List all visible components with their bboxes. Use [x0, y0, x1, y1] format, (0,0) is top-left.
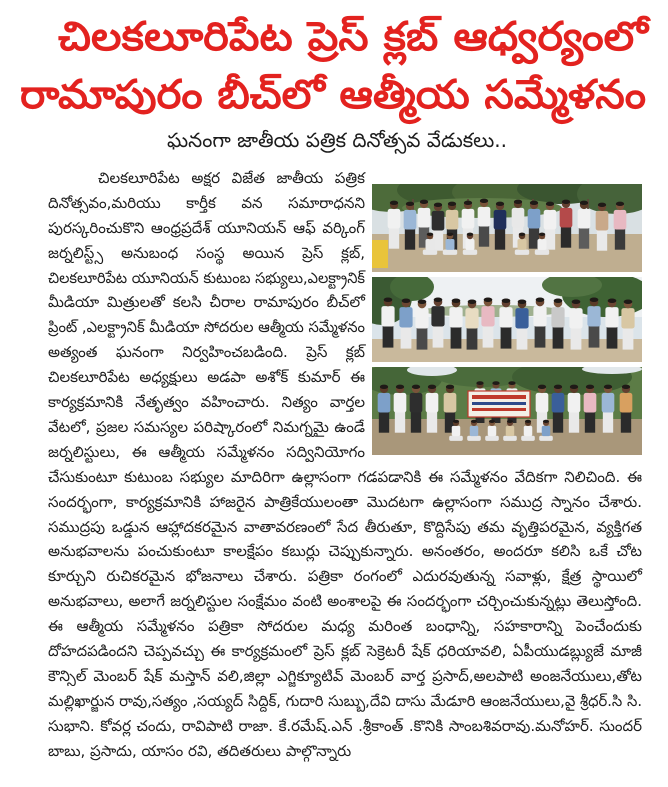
article-line: అనుభవాలను పంచుకుంటూ కాలక్షేపం కబుర్లు చెప్పుకున్నారు. అనంతరం, అందరూ కలిసి ఒకే చోట — [48, 542, 642, 561]
article-line: సందర్భంగా, కార్యక్రమానికి హాజరైన పాత్రికేయులంతా మొదటగా ఉల్లాసంగా సముద్ర స్నానం చేశారు. — [48, 492, 642, 511]
article-line: జర్నలిస్టులు, ఈ ఆత్మీయ సమ్మేళనం సద్వినియోగం — [48, 442, 365, 461]
subheadline: ఘనంగా జాతీయ పత్రిక దినోత్సవ వేడుకలు.. — [167, 128, 507, 152]
event-photo-2 — [372, 277, 642, 362]
article-line: చిలకలూరిపేట యూనియన్ కుటుంబ సభ్యులు,ఎలక్ట్రానిక్ — [48, 268, 365, 287]
article-line: చిలకలూరిపేట అక్షర విజేత జాతీయ పత్రిక — [98, 169, 365, 187]
event-photo-1 — [372, 184, 642, 272]
article-line: ఈ ఆత్మీయ సమ్మేళనం పత్రికా సోదరుల మధ్య మరింత బంధాన్ని, సహకారాన్ని పెంచేందుకు — [48, 617, 642, 636]
article-line: దోహదపడిందని చెప్పవచ్చు ఈ కార్యక్రమంలో ప్రెస్ క్లబ్ సెక్రెటరీ షేక్ ధరియావలి, ఏపీయుడబ్ల్యుజే మాజీ — [48, 642, 642, 661]
article-line: చిలకలూరిపేట అధ్యక్షులు అడపా అశోక్ కుమార్ ఈ — [48, 368, 365, 387]
article-line: పురస్కరించుకొని ఆంధ్రప్రదేశ్ యూనియన్ ఆఫ్ వర్కింగ్ — [48, 218, 365, 237]
article-line: అత్యంత ఘనంగా నిర్వహించబడింది. ప్రెస్ క్లబ్ — [48, 343, 365, 362]
article-line: మీడియా మిత్రులతో కలసి చీరాల రామాపురం బీచ్‌లో — [48, 293, 365, 312]
article-line: ప్రింట్ ,ఎలక్ట్రానిక్ మీడియా సోదరుల ఆత్మీయ సమ్మేళనం — [48, 318, 365, 337]
banner — [468, 391, 530, 417]
headline-line-1: చిలకలూరిపేట ప్రెస్ క్లబ్ ఆధ్వర్యంలో — [58, 14, 648, 60]
headline-line-2: రామాపురం బీచ్‌లో ఆత్మీయ సమ్మేళనం — [20, 72, 646, 118]
article-line: మల్లిఖార్జున రావు,సత్యం ,సయ్యద్ సిద్దిక్, గుదారి సుబ్బు,దేవి దాసు మేడూరి ఆంజనేయులు,వై శ్రీధర్.సి సి. — [48, 691, 642, 710]
article-line: కార్యక్రమానికి నేతృత్వం వహించారు. నిత్యం వార్తల — [48, 393, 365, 412]
article-line: కౌన్సిల్ మెంబర్ షేక్ మస్తాన్ వలి,జిల్లా ఎగ్జిక్యూటివ్ మెంబర్ వార్త ప్రసాద్,అలపాటి అంజనేయులు,తోట — [48, 666, 642, 685]
article-line: దినోత్సవం,మరియు కార్తీక వన సమారాధనని — [48, 193, 365, 212]
article-column — [48, 166, 365, 465]
article-line: చేసుకుంటూ కుటుంబ సభ్యుల మాదిరిగా ఉల్లాసంగా గడపడానికి ఈ సమ్మేళనం వేదికగా నిలిచింది. ఈ — [48, 467, 642, 486]
article-line: కూర్చుని రుచికరమైన భోజనాలు చేశారు. పత్రికా రంగంలో ఎదురవుతున్న సవాళ్లు, క్షేత్ర స్థాయిలో — [48, 567, 642, 586]
article-line: అనుభవాలు, అలాగే జర్నలిస్టుల సంక్షేమం వంటి అంశాలపై ఈ సందర్భంగా చర్చించుకున్నట్లు తెలుస్తోంది. — [48, 592, 642, 611]
article-line: సుభాని. కోవర్ల చందు, రావిపాటి రాజా. కే.రమేష్.ఎన్ .శ్రీకాంత్ .కొనికి సాంబశివరావు.మనోహర్. సుందర్ — [48, 716, 642, 735]
article-line: జర్నలిస్ట్స్ అనుబంధ సంస్థ అయిన ప్రెస్ క్లబ్, — [48, 243, 365, 262]
article-body-full-width — [48, 465, 642, 764]
article-line: సముద్రపు ఒడ్డున ఆహ్లాదకరమైన వాతావరణంలో సేద తీరుతూ, కొద్దిసేపు తమ వృత్తిపరమైన, వ్యక్తిగత — [48, 517, 642, 536]
article-line: వేటలో, ప్రజల సమస్యల పరిష్కారంలో నిమగ్నమై ఉండే — [48, 417, 365, 436]
article-line-last: బాబు, ప్రసాదు, యాసం రవి, తదితరులు పాల్గొన్నారు — [48, 741, 352, 760]
photo-collage — [372, 184, 642, 455]
event-photo-3 — [372, 367, 642, 455]
